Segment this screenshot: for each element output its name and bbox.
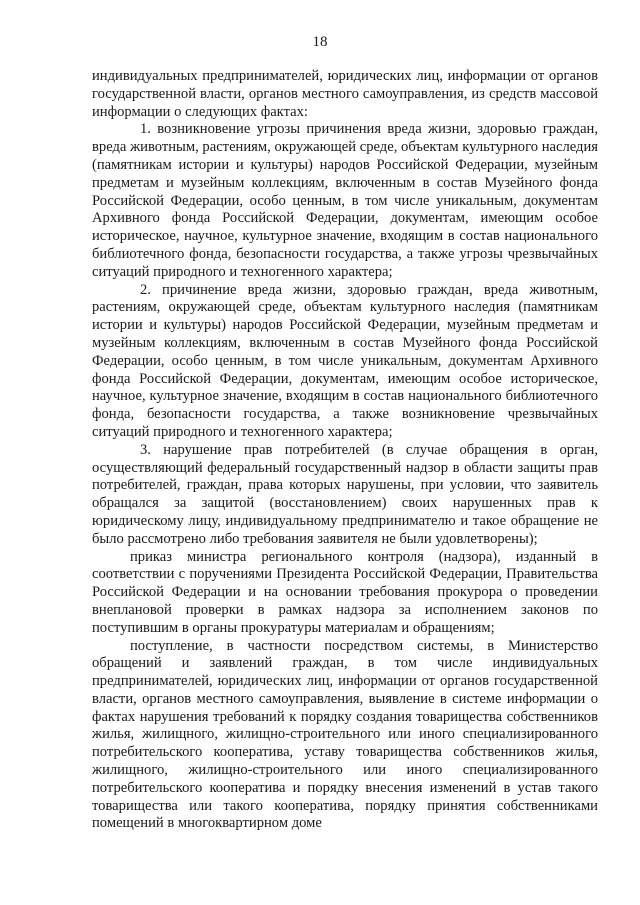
paragraph-receipt: поступление, в частности посредством системы, в Министерство обращений и заявлений граждан, в том числе индивидуальных предпринимателей, юридических лиц, информации от органов государственной власти, органов местного самоуправления, выявление в системе информации о фактах нарушения требований к порядку создания товарищества собственников жилья, жилищного, жилищно-строительного или иного специализированного потребительского кооператива, уставу товарищества собственников жилья, жилищного, жилищно-строительного или иного специализированного потребительского кооператива и порядку внесения изменений в устав такого товарищества или такого кооператива, порядку принятия собственниками помещений в многоквартирном доме bbox=[92, 637, 598, 832]
paragraph-intro: индивидуальных предпринимателей, юридических лиц, информации от органов государственной власти, органов местного самоуправления, из средств массовой информации о следующих фактах: bbox=[92, 68, 598, 120]
list-item-2: 2. причинение вреда жизни, здоровью граждан, вреда животным, растениям, окружающей среде, объектам культурного наследия (памятникам истории и культуры) народов Российской Федерации, музейным предметам и музейным коллекциям, включенным в состав Музейного фонда Российской Федерации, особо ценным, в том числе уникальным, документам Архивного фонда Российской Федерации, документам, имеющим особое историческое, научное, культурное значение, входящим в состав национального библиотечного фонда, безопасности государства, а также возникновение чрезвычайных ситуаций природного и техногенного характера; bbox=[92, 281, 598, 440]
list-item-3: 3. нарушение прав потребителей (в случае обращения в орган, осуществляющий федеральный государственный надзор в области защиты прав потребителей, граждан, права которых нарушены, при условии, что заявитель обращался за защитой (восстановлением) своих нарушенных прав к юридическому лицу, индивидуальному предпринимателю и такое обращение не было рассмотрено либо требования заявителя не были удовлетворены); bbox=[92, 441, 598, 547]
page-number: 18 bbox=[312, 34, 328, 50]
document-body bbox=[92, 68, 598, 833]
paragraph-order: приказ министра регионального контроля (надзора), изданный в соответствии с поручениями Президента Российской Федерации, Правительства Российской Федерации и на основании требования прокурора о проведении внеплановой проверки в рамках надзора за исполнением законов по поступившим в органы прокуратуры материалам и обращениям; bbox=[92, 548, 598, 636]
list-item-1: 1. возникновение угрозы причинения вреда жизни, здоровью граждан, вреда животным, растениям, окружающей среде, объектам культурного наследия (памятникам истории и культуры) народов Российской Федерации, музейным предметам и музейным коллекциям, включенным в состав Музейного фонда Российской Федерации, особо ценным, в том числе уникальным, документам Архивного фонда Российской Федерации, документам, имеющим особое историческое, научное, культурное значение, входящим в состав национального библиотечного фонда, безопасности государства, а также угрозы чрезвычайных ситуаций природного и техногенного характера; bbox=[92, 121, 598, 280]
